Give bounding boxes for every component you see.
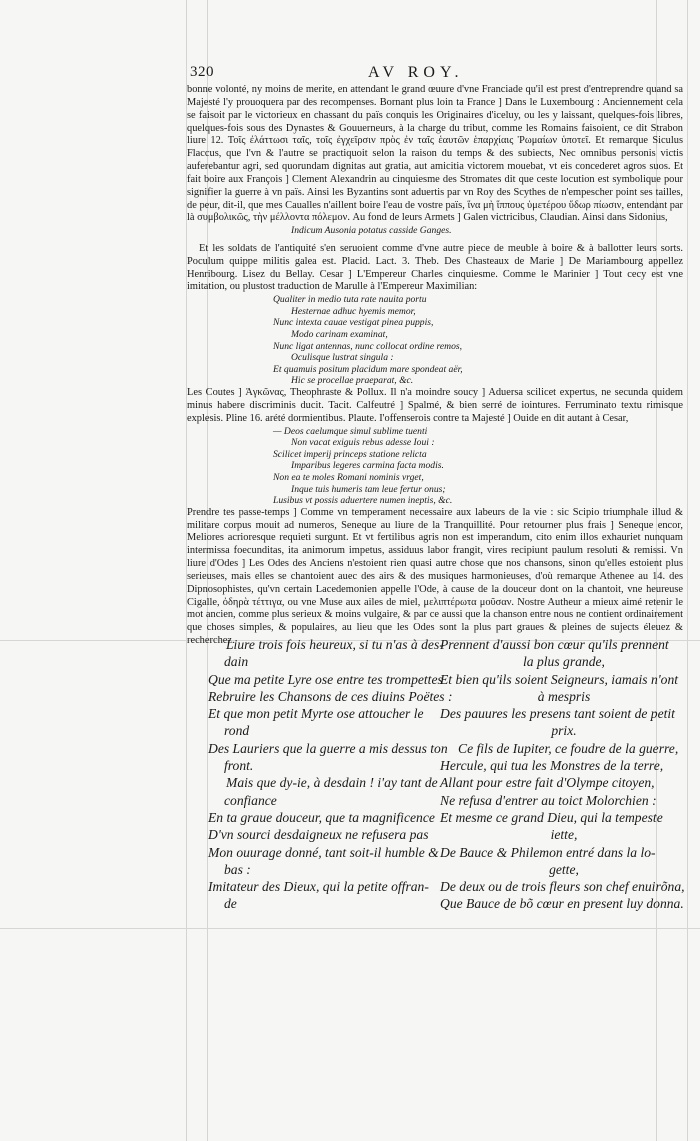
poem-line: gette, (549, 861, 579, 877)
verse-quotation-marullus (187, 294, 683, 387)
poem-line: Rebruire les Chansons de ces diuins Poëtes : (208, 688, 453, 704)
verse-line: — Deos caelumque simul sublime tuenti (273, 425, 428, 437)
verse-line: Nunc ligat antennas, nunc collocat ordine remos, (273, 340, 463, 352)
poem-line: de (224, 896, 237, 912)
verse-quotation (187, 225, 683, 237)
poem-line: Des Lauriers que la guerre a mis dessus ton (208, 740, 448, 756)
poem-line: Mais que dy-ie, à desdain ! i'ay tant de (226, 775, 438, 791)
poem-line: Des pauures les presens tant soient de petit (440, 706, 675, 722)
verse-line: Hesternae adhuc hyemis memor, (291, 305, 416, 317)
poem-line: la plus grande, (523, 654, 605, 670)
poem-line: En ta graue douceur, que ta magnificence (208, 809, 435, 825)
poem-line: Ne refusa d'entrer au toict Molorchien : (440, 792, 657, 808)
poem-line: Que Bauce de bõ cœur en present luy donna. (440, 896, 684, 912)
poem-line: confiance (224, 792, 277, 808)
poem-line: rond (224, 723, 250, 739)
poem-line: Hercule, qui tua les Monstres de la terre, (440, 758, 664, 774)
verse-line: Indicum Ausonia potatus casside Ganges. (291, 225, 452, 237)
poem-line: D'vn sourci desdaigneux ne refusera pas (208, 827, 429, 843)
poem-line: Et mesme ce grand Dieu, qui la tempeste (440, 809, 663, 825)
poem-line: Imitateur des Dieux, qui la petite offran- (208, 879, 429, 895)
running-title: AV ROY. (368, 64, 464, 81)
verse-line: Scilicet imperij princeps statione relicta (273, 448, 427, 460)
verse-line: Nunc intexta cauae vestigat pinea puppis, (273, 317, 434, 329)
verse-line: Non ea te moles Romani nominis vrget, (273, 471, 424, 483)
ruling-line-right-outer (687, 0, 688, 1141)
verse-line: Oculisque lustrat singula : (291, 352, 394, 364)
commentary-paragraph: Les Coutes ] Ἀγκῶνας, Theophraste & Pollux. Il n'a moindre soucy ] Aduersa scilicet expertus, ne secunda quidem minus habere discriminis ducit. Tacit. Calfeutré ] Spalmé, & bien serré de iointures. Ferruminato textu rimisque explesis. Pline 16. arété dormientibus. Plaute. I'offenserois contre ta Majesté ] Ouide en dit autant à Cesar, (187, 387, 683, 424)
commentary-block (187, 84, 683, 648)
page-number: 320 (190, 64, 214, 80)
verse-line: Qualiter in medio tuta rate nauita portu (273, 294, 427, 306)
poem-line: Et que mon petit Myrte ose attoucher le (208, 706, 424, 722)
poem-line: à mespris (537, 688, 591, 704)
poem-line: Prennent d'aussi bon cœur qu'ils prennent (440, 637, 669, 652)
poem-line: De deux ou de trois fleurs son chef enuirõna, (440, 879, 685, 895)
ruling-line-horizontal-lower (0, 928, 700, 929)
verse-line: Non vacat exiguis rebus adesse Ioui : (291, 437, 435, 449)
commentary-paragraph: Prendre tes passe-temps ] Comme vn temperament necessaire aux labeurs de la vie : sic Scipio triumphale illud & militare corpus mouit ad numeros, Seneque au liure de la Tranquillité. Pour retourner plus frais ] Seneque encor, Meliores acrioresque requieti surgunt. Et vt fertilibus agris non est imperandum, cito enim illos exhauriet nunquam intermissa foecunditas, ita animorum impetus, assiduus labor frangit, vires recipiunt paulum resoluti & remissi. Vn liure d'Odes ] Les Odes des Anciens n'estoient rien quasi autre chose que nos chansons, sinon qu'elles estoient plus serieuses, mais elles se chantoient auec des airs & des musiques harmonieuses, d'où remarque Athenee au 14. des Dipnosophistes, qu'vn certain Lacedemonien appelle l'Ode, à cause de la douceur dont on la chantoit, vne heureuse Cigalle, ὀδηρὰ τέττιγα, ou vne Muse aux ailes de miel, μελιπτέρωτα μοῦσαν. Nostre Autheur a mieux aimé retenir le mot ancien, comme plus serieux & moins vulgaire, & par ce aussi que la chanson entre nous ne contient ordinairement que choses simples, & populaires, au lieu que les Odes sont la plus part graues & pleines de sujects éleuez & recherchez. (187, 506, 683, 647)
poem-line: iette, (550, 827, 578, 843)
poem-line: Allant pour estre fait d'Olympe citoyen, (440, 775, 655, 791)
poem-column-left (208, 636, 453, 913)
poem-line: Que ma petite Lyre ose entre tes trompettes (208, 671, 443, 687)
verse-line: Modo carinam examinat, (291, 329, 388, 341)
verse-line: Imparibus legeres carmina facta modis. (291, 460, 444, 472)
verse-line: Inque tuis humeris tam leue fertur onus; (291, 483, 446, 495)
poem-line: Et bien qu'ils soient Seigneurs, iamais n'ont (440, 671, 679, 687)
verse-line: Et quamuis positum placidum mare spondeat aër, (273, 363, 463, 375)
verse-line: Lusibus vt possis aduertere numen ineptis, &c. (273, 495, 453, 507)
verse-line: Hic se procellae praeparat, &c. (291, 375, 414, 387)
poem-line: dain (224, 654, 249, 670)
commentary-paragraph: Et les soldats de l'antiquité s'en seruoient comme d'vne autre piece de meuble à boire & à ballotter leurs sorts. Poculum quippe militis galea est. Placid. Lact. 3. Theb. Des Chasteaux de Marie ] De Mariambourg appellez Henribourg. Lisez du Bellay. Cesar ] L'Empereur Charles cinquiesme. Comme le Marinier ] Tout cecy est vne imitation, ou plustost traduction de Marulle à l'Empereur Maximilian: (187, 242, 683, 293)
poem-line: prix. (551, 723, 577, 739)
poem-line: De Bauce & Philemon entré dans la lo- (440, 844, 656, 860)
verse-quotation-ovid (187, 426, 683, 507)
poem-line: bas : (224, 861, 251, 877)
commentary-paragraph: bonne volonté, ny moins de merite, en attendant le grand œuure d'vne Franciade qu'il est prest d'entreprendre quand sa Majesté l'y prouoquera par des recompenses. Bornant plus loin ta France ] Dans le Luxembourg : Anciennement cela se faisoit par le victorieux en chassant du païs conquis les Originaires d'iceluy, ou les y laissant, quelques-fois libres, quelques-fois sous des Dynastes & Gouuerneurs, à la charge du tribut, comme les Romains faisoient, ce dit Strabon liure 12. Τοῖς ἐλάττωσι ταῖς, τοῖς ἐγχεῖρσιν πρὸς ἐν ταῖς ἑαυτῶν ἑπαρχίαις Ῥωμαίων ὑποτεῖ. Et remarque Siculus Flaccus, que l'vn & l'autre se practiquoit selon la raison du temps & des subiects, Nec omnibus personis victis auferebantur agri, sed quorundam dignitas aut gratia, aut amicitia victorem mouebat, vt eis concederet agros suos. Et fait boire aux François ] Clement Alexandrin au cinquiesme des Stromates dit que ceste locution est symbolique pour signifier la guerre à vn païs. Ainsi les Byzantins sont aduertis par vn Roy des Scythes de n'empescher point ses tailles, de peur, dit-il, que mes Caualles n'aillent boire l'eau de vostre païs, ἵνα μὴ ἵππους ὑμετέρου ὕδωρ πίωσιν, entendant par là συμβολικῶς, τὴν μέλλοντα πόλεμον. Au fond de leurs Armets ] Galen victricibus, Claudian. Ainsi dans Sidonius, (187, 84, 683, 224)
poem-line: Mon ouurage donné, tant soit-il humble & (208, 844, 439, 860)
poem-line: front. (224, 758, 254, 774)
poem-line: Liure trois fois heureux, si tu n'as à des- (226, 637, 444, 652)
poem-column-right (440, 636, 688, 913)
poem-line: Ce fils de Iupiter, ce foudre de la guerre, (458, 740, 679, 756)
